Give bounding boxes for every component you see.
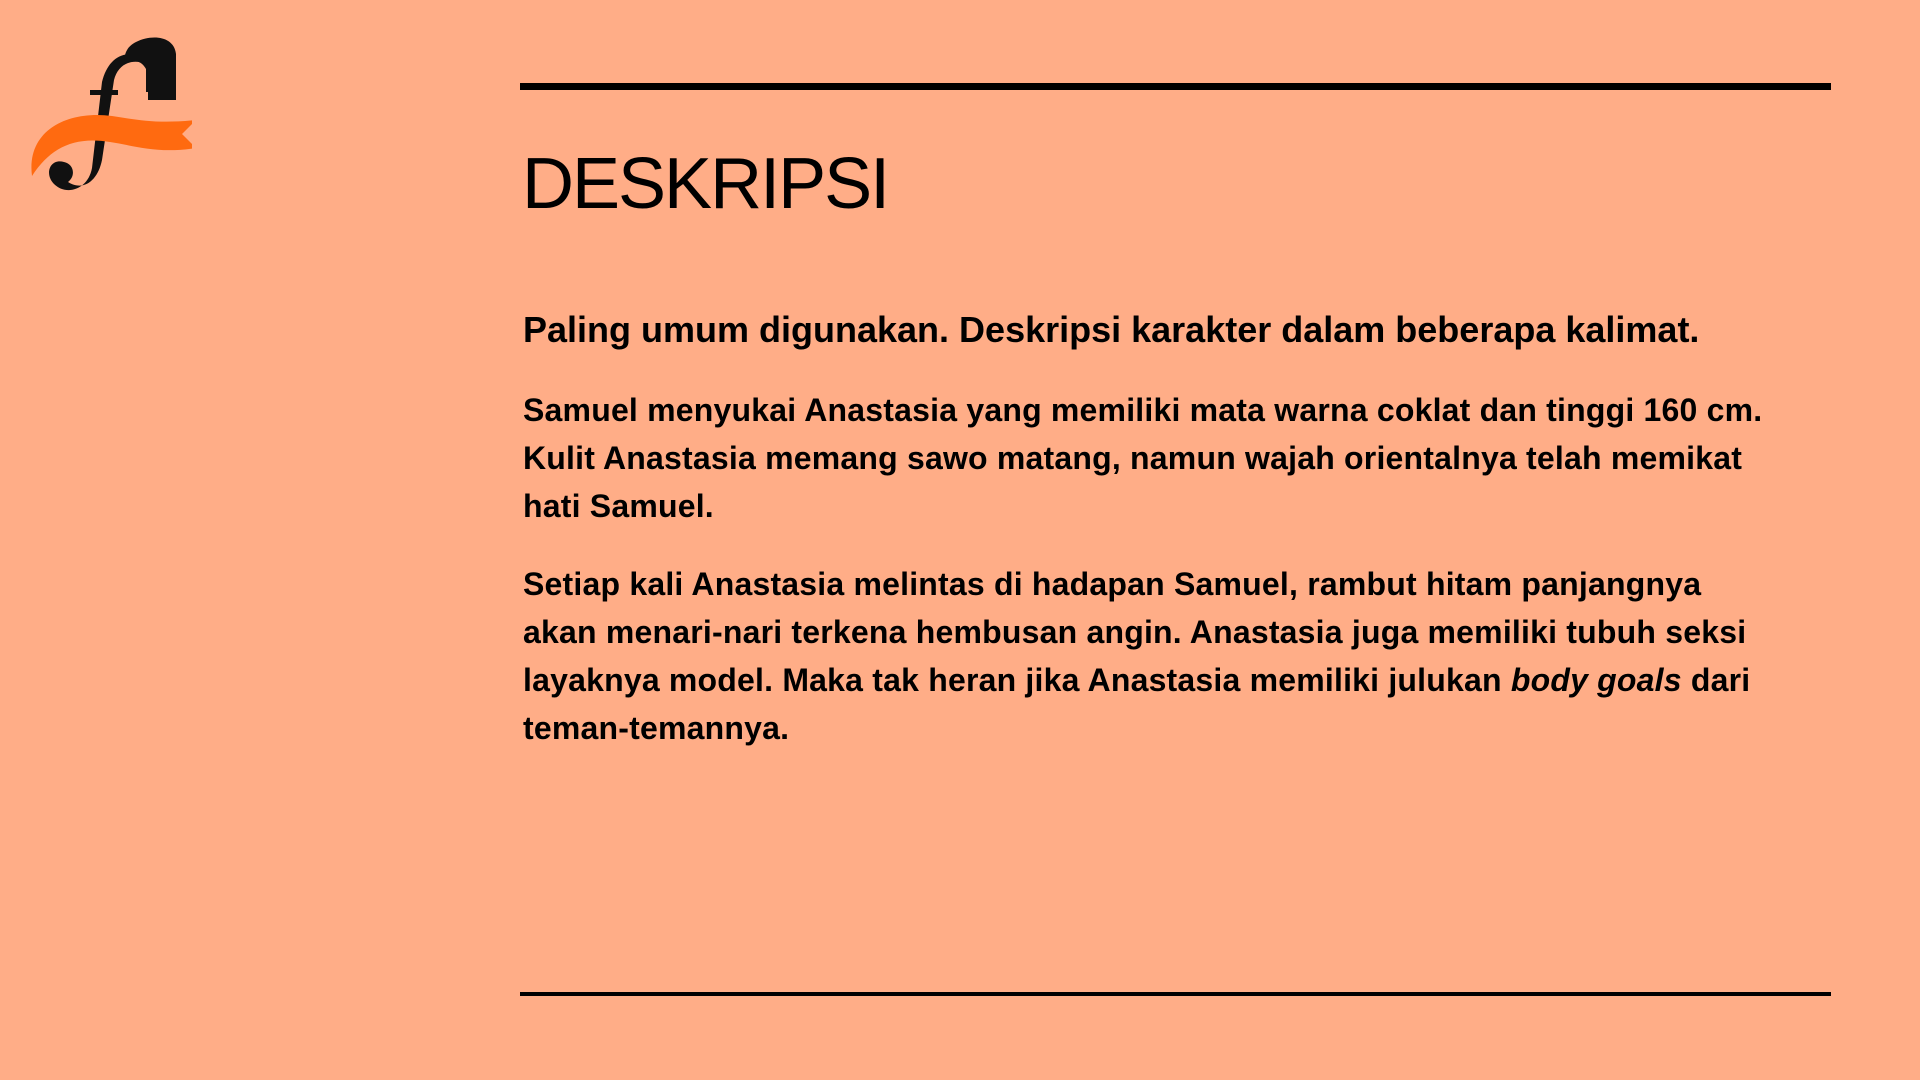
logo-crossbar <box>90 90 118 95</box>
fs-logo-icon <box>28 30 192 206</box>
logo-letter-hook <box>124 38 176 100</box>
top-divider <box>520 83 1831 90</box>
slide-content <box>523 302 1773 782</box>
slide-title: DESKRIPSI <box>522 144 889 224</box>
lead-sentence: Paling umum digunakan. Deskripsi karakter dalam beberapa kalimat. <box>523 309 1700 350</box>
paragraph-2-end: dari teman-temannya. <box>523 662 1751 746</box>
paragraph-2 <box>523 560 1773 752</box>
paragraph-1: Samuel menyukai Anastasia yang memiliki mata warna coklat dan tinggi 160 cm. Kulit Anastasia memang sawo matang, namun wajah orientalnya telah memikat hati Samuel. <box>523 392 1763 524</box>
paragraph-2-start: Setiap kali Anastasia melintas di hadapan Samuel, rambut hitam panjangnya akan menari-nari terkena hembusan angin. Anastasia juga memiliki tubuh seksi layaknya model. Maka tak heran jika Anastasia memiliki julukan <box>523 566 1747 698</box>
bottom-divider <box>520 992 1831 996</box>
paragraph-2-emphasis: body goals <box>1510 662 1682 698</box>
